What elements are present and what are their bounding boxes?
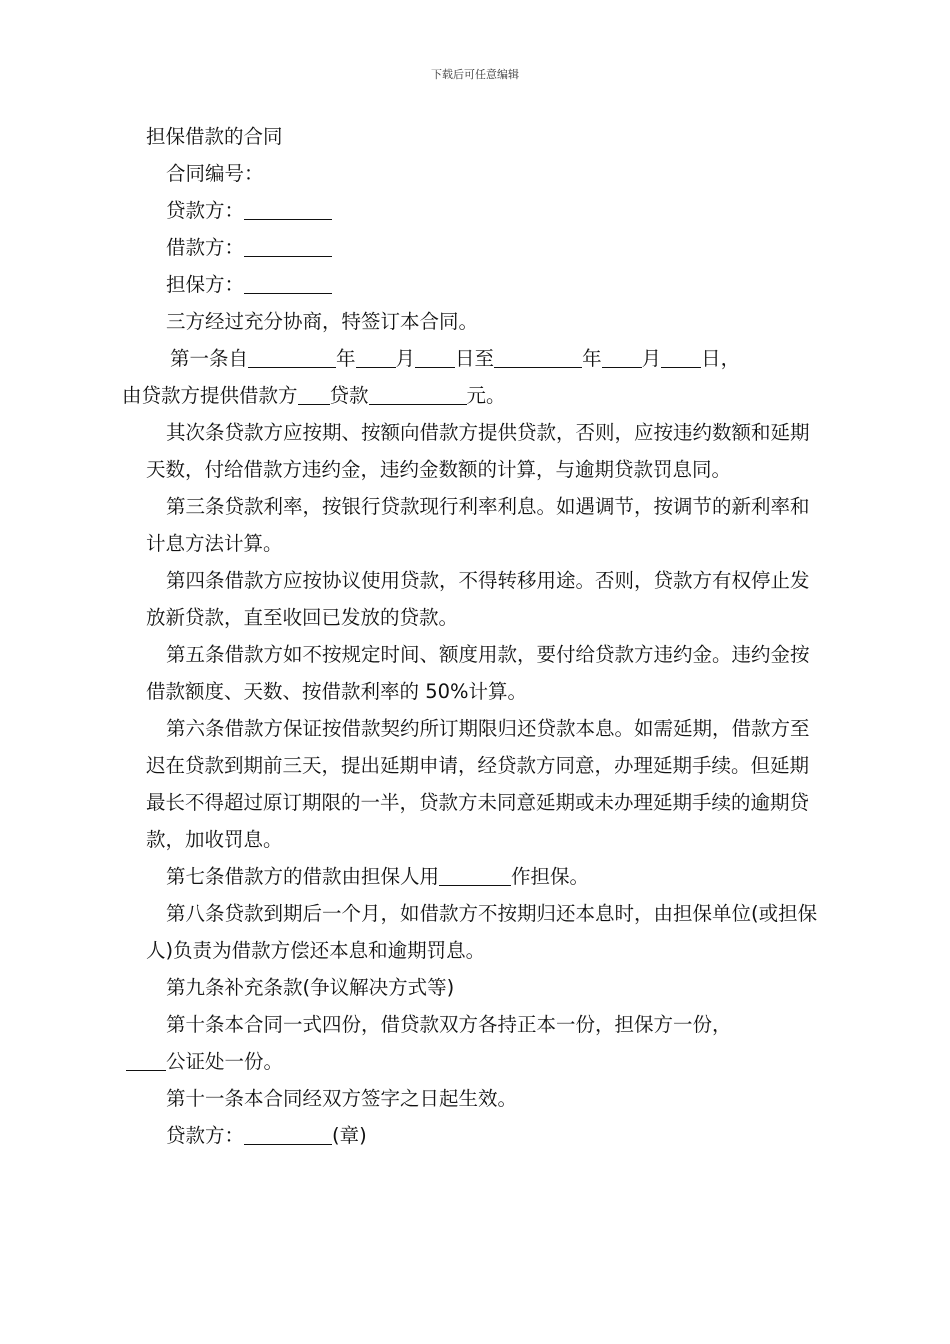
contract-body: [122, 118, 826, 1154]
article-11: 第十一条本合同经双方签字之日起生效。: [166, 1087, 518, 1110]
guarantor-label: 担保方：: [166, 273, 245, 296]
article-4: 第四条借款方应按协议使用贷款，不得转移用途。否则，贷款方有权停止发放新贷款，直至收回已发放的贷款。: [146, 569, 810, 629]
signature-blank: [244, 1124, 332, 1145]
article-10-text-a: 第十条本合同一式四份，借贷款双方各持正本一份，担保方一份，: [166, 1013, 732, 1036]
article-10-text-b: 公证处一份。: [166, 1050, 284, 1073]
article-8: 第八条贷款到期后一个月，如借款方不按期归还本息时，由担保单位(或担保人)负责为借款方偿还本息和逾期罚息。: [146, 902, 818, 962]
signature-line: [146, 1117, 826, 1154]
article-1-text-e: 年: [582, 347, 602, 370]
header-note: 下载后可任意编辑: [431, 68, 519, 81]
article-7-text-b: 作担保。: [511, 865, 590, 888]
borrower-label: 借款方：: [166, 236, 245, 259]
article-1-text-i: 贷款: [329, 384, 369, 407]
notary-blank: [126, 1050, 166, 1071]
signature-lender-label: 贷款方：: [166, 1124, 245, 1147]
end-day-blank: [661, 347, 701, 368]
borrower-blank: [244, 236, 332, 257]
article-6: 第六条借款方保证按借款契约所订期限归还贷款本息。如需延期，借款方至迟在贷款到期前三天，提出延期申请，经贷款方同意，办理延期手续。但延期最长不得超过原订期限的一半，贷款方未同意延期或未办理延期手续的逾期贷款，加收罚息。: [146, 717, 810, 851]
lender-label: 贷款方：: [166, 199, 245, 222]
start-month-blank: [356, 347, 396, 368]
loan-type-blank: [298, 384, 330, 405]
collateral-blank: [439, 865, 511, 886]
article-1-text-c: 月: [395, 347, 416, 370]
article-1-text-a: 第一条自: [170, 347, 249, 370]
start-year-blank: [248, 347, 336, 368]
article-7: [146, 858, 826, 895]
contract-number-line: [146, 155, 826, 192]
article-5: 第五条借款方如不按规定时间、额度用款，要付给贷款方违约金。违约金按借款额度、天数、按借款利率的 50%计算。: [146, 643, 810, 703]
guarantor-blank: [244, 273, 332, 294]
seal-label: (章): [332, 1124, 367, 1147]
article-10: [146, 1006, 826, 1080]
end-year-blank: [494, 347, 582, 368]
guarantor-line: [146, 266, 826, 303]
article-2: 其次条贷款方应按期、按额向借款方提供贷款，否则，应按违约数额和延期天数，付给借款方违约金，违约金数额的计算，与逾期贷款罚息同。: [146, 421, 810, 481]
article-1-text-b: 年: [336, 347, 356, 370]
intro-paragraph: 三方经过充分协商，特签订本合同。: [166, 310, 479, 333]
start-day-blank: [415, 347, 455, 368]
article-7-text-a: 第七条借款方的借款由担保人用: [166, 865, 440, 888]
end-month-blank: [602, 347, 642, 368]
loan-amount-blank: [369, 384, 467, 405]
article-3: 第三条贷款利率，按银行贷款现行利率利息。如遇调节，按调节的新利率和计息方法计算。: [146, 495, 810, 555]
contract-number-label: 合同编号：: [166, 162, 264, 185]
article-1-text-f: 月: [641, 347, 662, 370]
article-1: [122, 340, 826, 414]
article-1-text-j: 元。: [466, 384, 506, 407]
article-1-text-d: 日至: [455, 347, 495, 370]
article-1-text-g: 日，: [701, 347, 741, 370]
contract-title: 担保借款的合同: [146, 125, 283, 148]
article-9: 第九条补充条款(争议解决方式等): [166, 976, 455, 999]
borrower-line: [146, 229, 826, 266]
lender-blank: [244, 199, 332, 220]
article-1-text-h: 由贷款方提供借款方: [122, 384, 298, 407]
lender-line: [146, 192, 826, 229]
